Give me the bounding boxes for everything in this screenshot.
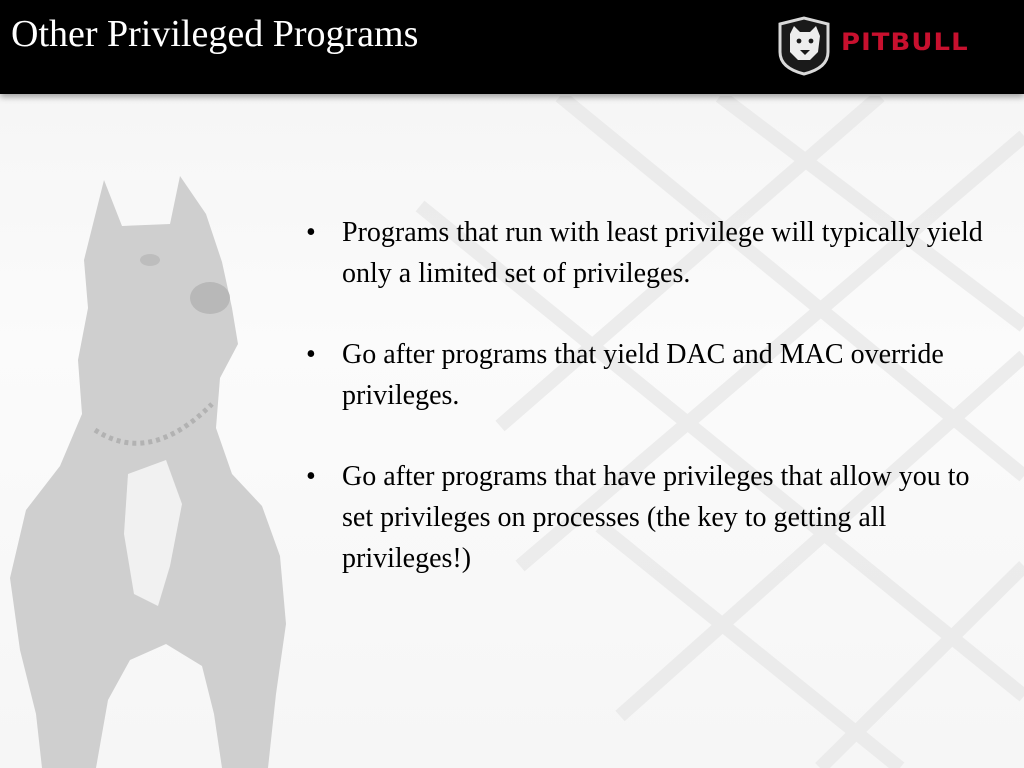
bullet-marker: • bbox=[306, 461, 316, 492]
bullet-marker: • bbox=[306, 217, 316, 248]
pitbull-shield-icon bbox=[776, 16, 832, 76]
bullet-item bbox=[300, 456, 990, 579]
bullet-text: Programs that run with least privilege will typically yield only a limited set of privileges. bbox=[342, 217, 983, 289]
pitbull-logo bbox=[776, 16, 1010, 76]
bullet-item bbox=[300, 334, 990, 416]
bullet-text: Go after programs that yield DAC and MAC override privileges. bbox=[342, 339, 944, 411]
slide-title: Other Privileged Programs bbox=[11, 13, 419, 55]
header-bar bbox=[0, 0, 1024, 94]
dog-watermark bbox=[0, 174, 300, 768]
bullet-list bbox=[300, 212, 990, 579]
content-area bbox=[300, 212, 990, 619]
bullet-marker: • bbox=[306, 339, 316, 370]
bullet-item bbox=[300, 212, 990, 294]
bullet-text: Go after programs that have privileges that allow you to set privileges on processes (the key to getting all privileges!) bbox=[342, 461, 970, 574]
logo-text: PITBULL bbox=[841, 28, 969, 56]
